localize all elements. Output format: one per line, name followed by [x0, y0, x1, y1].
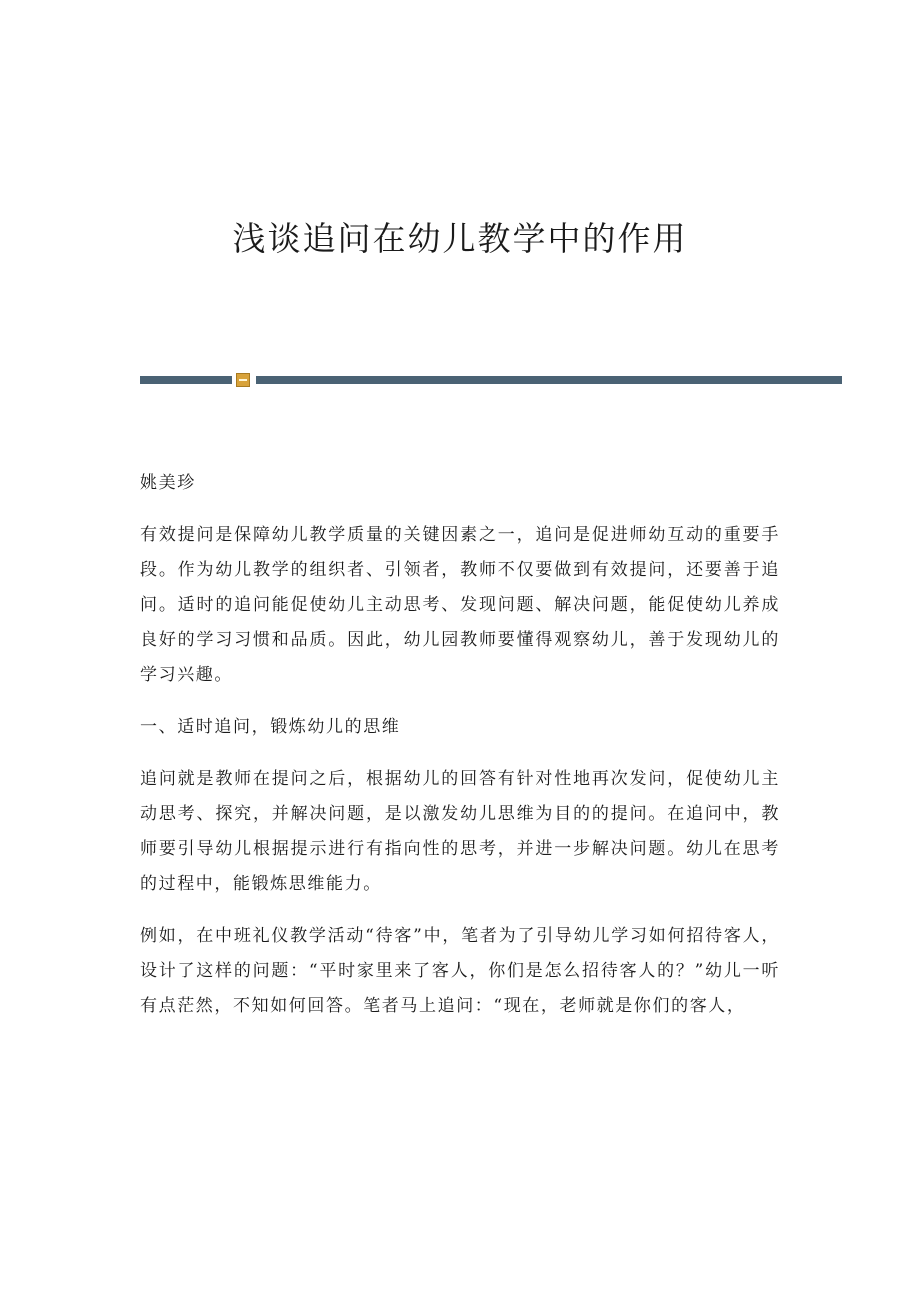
divider-bar-right [256, 376, 842, 384]
document-body [140, 466, 780, 1041]
divider-emblem-icon [236, 373, 250, 387]
title-divider [140, 373, 842, 387]
author-name: 姚美珍 [140, 473, 196, 493]
paragraph-definition: 追问就是教师在提问之后，根据幼儿的回答有针对性地再次发问，促使幼儿主动思考、探究，并解决问题，是以激发幼儿思维为目的的提问。在追问中，教师要引导幼儿根据提示进行有指向性的思考，并进一步解决问题。幼儿在思考的过程中，能锻炼思维能力。 [140, 769, 780, 894]
document-title: 浅谈追问在幼儿教学中的作用 [232, 219, 688, 258]
paragraph-example: 例如，在中班礼仪教学活动“待客”中，笔者为了引导幼儿学习如何招待客人，设计了这样的问题：“平时家里来了客人，你们是怎么招待客人的？”幼儿一听有点茫然，不知如何回答。笔者马上追问：“现在，老师就是你们的客人， [140, 926, 780, 1016]
divider-bar-left [140, 376, 232, 384]
paragraph-intro: 有效提问是保障幼儿教学质量的关键因素之一，追问是促进师幼互动的重要手段。作为幼儿教学的组织者、引领者，教师不仅要做到有效提问，还要善于追问。适时的追问能促使幼儿主动思考、发现问题、解决问题，能促使幼儿养成良好的学习习惯和品质。因此，幼儿园教师要懂得观察幼儿，善于发现幼儿的学习兴趣。 [140, 525, 780, 685]
section-heading: 一、适时追问，锻炼幼儿的思维 [140, 717, 401, 737]
